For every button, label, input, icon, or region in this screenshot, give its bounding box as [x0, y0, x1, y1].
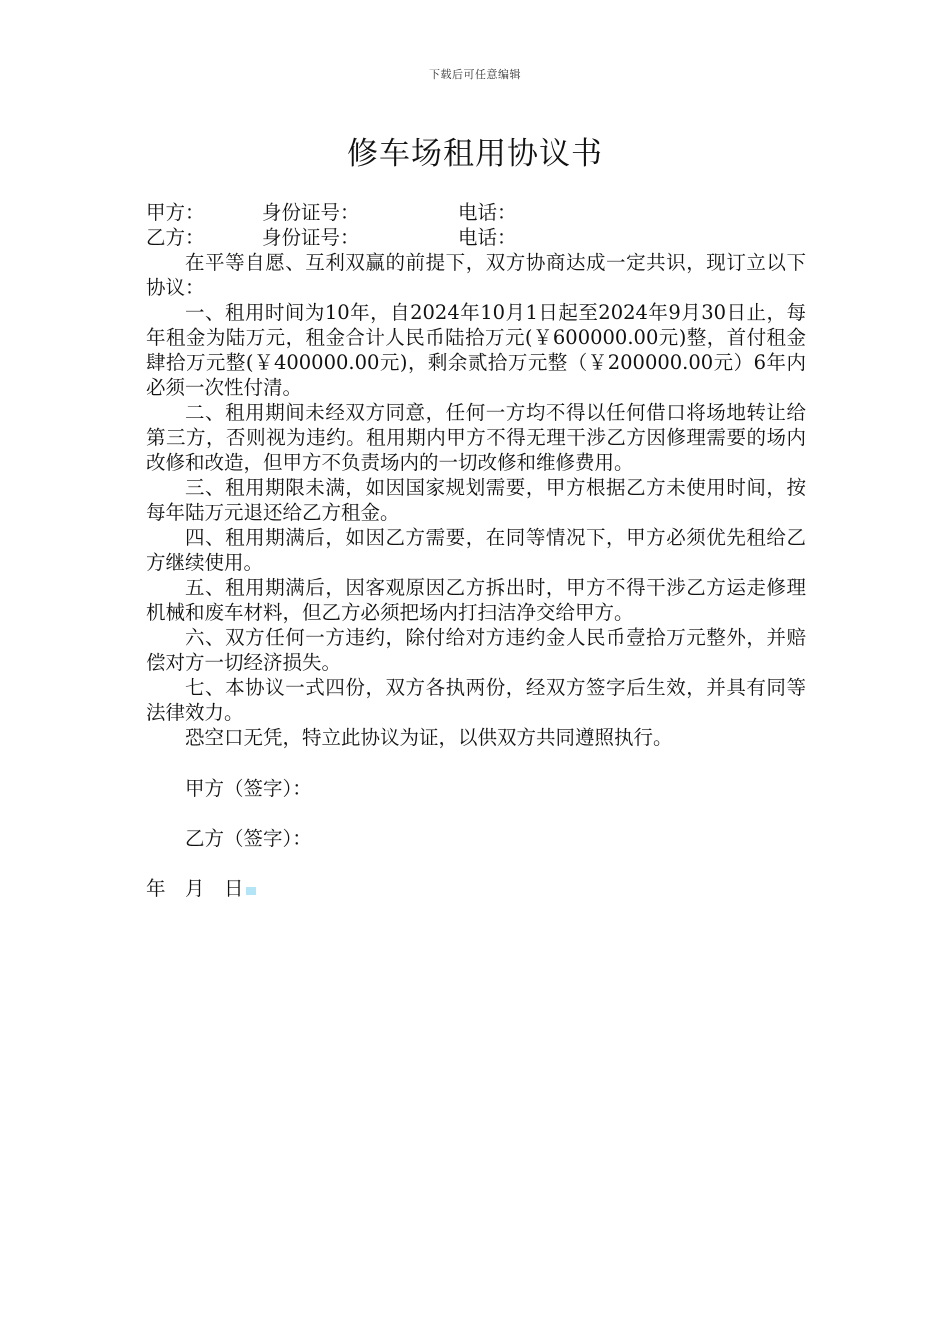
party-a-id-label: 身份证号： [262, 201, 360, 224]
closing-paragraph: 恐空口无凭，特立此协议为证，以供双方共同遵照执行。 [185, 726, 673, 749]
document-body [146, 200, 806, 901]
clause-4: 四、租用期满后，如因乙方需要，在同等情况下，甲方必须优先租给乙方继续使用。 [146, 526, 806, 574]
clause-7: 七、本协议一式四份，双方各执两份，经双方签字后生效，并具有同等法律效力。 [146, 676, 806, 724]
clause-3: 三、租用期限未满，如因国家规划需要，甲方根据乙方未使用时间，按每年陆万元退还给乙方租金。 [146, 476, 806, 524]
preamble-paragraph: 在平等自愿、互利双赢的前提下，双方协商达成一定共识，现订立以下协议： [146, 251, 806, 299]
document-title: 修车场租用协议书 [347, 136, 603, 172]
party-a-label: 甲方： [146, 201, 205, 224]
party-b-phone-label: 电话： [458, 226, 517, 249]
party-b-line [146, 225, 806, 250]
clause-2: 二、租用期间未经双方同意，任何一方均不得以任何借口将场地转让给第三方，否则视为违约。租用期内甲方不得无理干涉乙方因修理需要的场内改修和改造，但甲方不负责场内的一切改修和维修费用。 [146, 401, 806, 474]
party-b-id-label: 身份证号： [262, 226, 360, 249]
party-a-signature-line: 甲方（签字）： [185, 777, 312, 800]
party-a-phone-label: 电话： [458, 201, 517, 224]
party-b-signature-line: 乙方（签字）： [185, 827, 312, 850]
date-label: 年 月 日 [146, 877, 244, 900]
clause-5: 五、租用期满后，因客观原因乙方拆出时，甲方不得干涉乙方运走修理机械和废车材料，但乙方必须把场内打扫洁净交给甲方。 [146, 576, 806, 624]
party-b-label: 乙方： [146, 226, 205, 249]
clause-1: 一、租用时间为10年，自2024年10月1日起至2024年9月30日止，每年租金为陆万元，租金合计人民币陆拾万元(￥600000.00元)整，首付租金肆拾万元整(￥400000.00元)，剩余贰拾万元整（￥200000.00元）6年内必须一次性付清。 [146, 301, 806, 399]
party-a-line [146, 200, 806, 225]
text-cursor-marker [246, 887, 256, 895]
clause-6: 六、双方任何一方违约，除付给对方违约金人民币壹拾万元整外，并赔偿对方一切经济损失。 [146, 626, 806, 674]
date-line [146, 876, 806, 901]
header-note: 下载后可任意编辑 [429, 68, 521, 81]
